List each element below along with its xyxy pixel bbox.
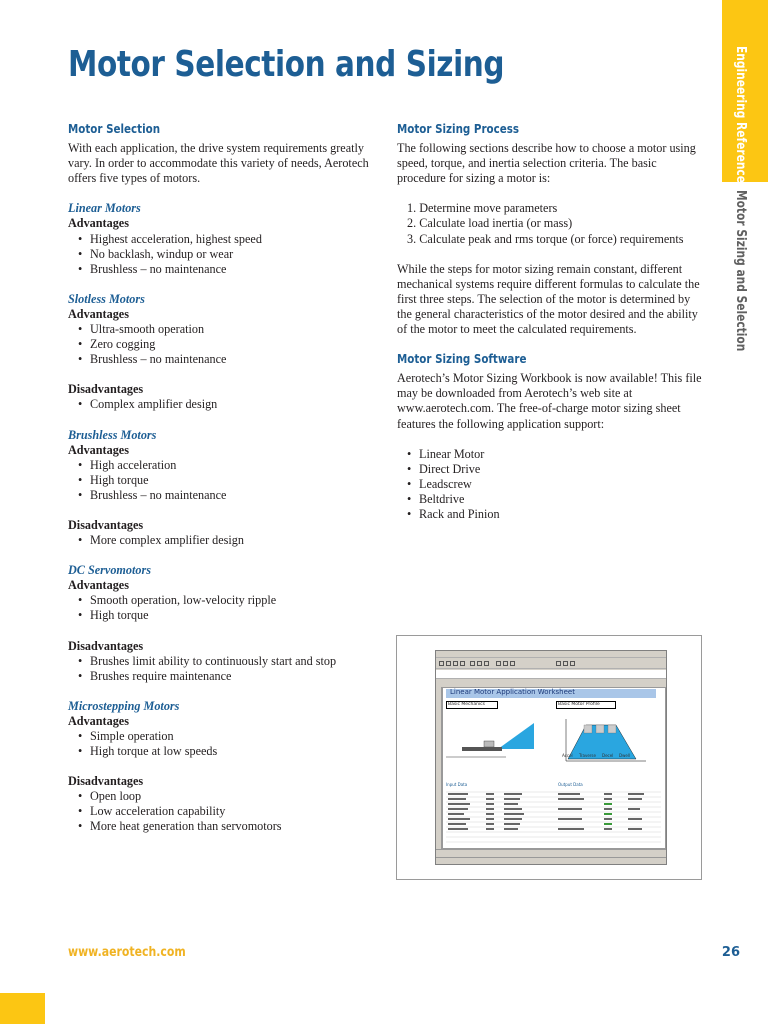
software-paragraph: Aerotech’s Motor Sizing Workbook is now available! This file may be downloaded from Aerotech’s web site at www.aerotech.com. The free-of-charge motor sizing sheet features the following application support: xyxy=(397,371,702,431)
list-item: • High acceleration xyxy=(68,458,378,473)
list-item: 1. Determine move parameters xyxy=(407,201,558,216)
toolbar-icon xyxy=(484,661,489,666)
motor-type-heading: DC Servomotors xyxy=(68,563,151,578)
side-tab-label-motor-sizing: Motor Sizing and Selection xyxy=(733,190,748,352)
advantages-label: Advantages xyxy=(68,306,129,321)
corner-accent-block xyxy=(0,993,45,1024)
toolbar-icon xyxy=(477,661,482,666)
list-item: • High torque xyxy=(68,473,378,488)
disadvantages-label: Disadvantages xyxy=(68,517,144,532)
worksheet-title: Linear Motor Application Worksheet xyxy=(450,688,575,696)
list-item: • More complex amplifier design xyxy=(68,533,378,548)
list-item: • Beltdrive xyxy=(397,492,702,507)
disadvantages-label: Disadvantages xyxy=(68,774,144,789)
motor-type-heading: Slotless Motors xyxy=(68,291,145,306)
list-item: • Zero cogging xyxy=(68,337,378,352)
input-data-label: Input Data xyxy=(446,782,468,787)
toolbar-icon xyxy=(563,661,568,666)
list-item: • Brushes require maintenance xyxy=(68,669,378,684)
toolbar-icon xyxy=(460,661,465,666)
footer-url[interactable]: www.aerotech.com xyxy=(68,945,186,960)
disadvantages-list xyxy=(68,533,378,548)
disadvantages-label: Disadvantages xyxy=(68,382,144,397)
profile-label-decel: Decel xyxy=(602,753,614,758)
list-item: • Brushes limit ability to continuously start and stop xyxy=(68,654,378,669)
list-item: • No backlash, windup or wear xyxy=(68,247,378,262)
list-item: 2. Calculate load inertia (or mass) xyxy=(407,216,573,231)
intro-paragraph: With each application, the drive system requirements greatly vary. In order to accommodate this variety of needs, Aerotech offers five types of motors. xyxy=(68,141,369,186)
motor-type-heading: Microstepping Motors xyxy=(68,698,180,713)
basic-mechanics-label: Basic Mechanics xyxy=(446,701,498,709)
page-number: 26 xyxy=(721,945,740,960)
section-heading-motor-sizing-software: Motor Sizing Software xyxy=(397,352,527,367)
list-item: • Complex amplifier design xyxy=(68,397,378,412)
toolbar-icon xyxy=(556,661,561,666)
sizing-steps-list xyxy=(397,201,702,246)
list-item: • Leadscrew xyxy=(397,477,702,492)
toolbar xyxy=(436,659,666,669)
disadvantages-list xyxy=(68,654,378,684)
formula-bar xyxy=(436,670,666,679)
toolbar-icon xyxy=(453,661,458,666)
load-block xyxy=(484,741,494,747)
list-item: • Ultra-smooth operation xyxy=(68,322,378,337)
list-item: • Brushless – no maintenance xyxy=(68,352,378,367)
list-item: • High torque at low speeds xyxy=(68,744,378,759)
sheet-tab-bar xyxy=(436,849,666,857)
toolbar-icon xyxy=(439,661,444,666)
toolbar-icon xyxy=(446,661,451,666)
toolbar-icon xyxy=(510,661,515,666)
toolbar-icon xyxy=(470,661,475,666)
disadvantages-list xyxy=(68,397,378,412)
sizing-process-paragraph: The following sections describe how to choose a motor using speed, torque, and inertia selection criteria. The basic procedure for sizing a motor is: xyxy=(397,141,696,186)
profile-label-traverse: Traverse xyxy=(579,753,596,758)
list-item: • Rack and Pinion xyxy=(397,507,702,522)
worksheet-data-rows xyxy=(446,788,661,848)
list-item: • Smooth operation, low-velocity ripple xyxy=(68,593,378,608)
advantages-label: Advantages xyxy=(68,216,129,231)
profile-label-dwell: Dwell xyxy=(619,753,631,758)
status-bar xyxy=(436,857,666,865)
sizing-steps-paragraph: While the steps for motor sizing remain constant, different mechanical systems require different formulas to calculate the first three steps. The selection of the motor is determined by the general characteristics of the motor desired and the ability of the motor to meet the calculated requirements. xyxy=(397,261,700,337)
list-item: • Direct Drive xyxy=(397,462,702,477)
page-title: Motor Selection and Sizing xyxy=(68,44,505,85)
list-item: • Highest acceleration, highest speed xyxy=(68,232,378,247)
advantages-list xyxy=(68,458,378,503)
application-support-list xyxy=(397,447,702,522)
advantages-list xyxy=(68,232,378,277)
toolbar-icon xyxy=(503,661,508,666)
advantages-label: Advantages xyxy=(68,713,129,728)
basic-motor-profile-label: Basic Motor Profile xyxy=(556,701,616,709)
output-data-label: Output Data xyxy=(558,782,583,787)
motor-type-heading: Brushless Motors xyxy=(68,427,157,442)
list-item: 3. Calculate peak and rms torque (or force) requirements xyxy=(407,231,684,246)
advantages-list xyxy=(68,322,378,367)
spreadsheet-screenshot-figure xyxy=(396,635,702,880)
motor-track xyxy=(462,747,502,751)
list-item: • Brushless – no maintenance xyxy=(68,488,378,503)
section-heading-motor-sizing-process: Motor Sizing Process xyxy=(397,122,520,136)
list-item: • High torque xyxy=(68,608,378,623)
incline-diagram xyxy=(498,723,534,749)
left-column xyxy=(68,122,378,835)
advantages-list xyxy=(68,593,378,623)
list-item: • Open loop xyxy=(68,789,378,804)
section-heading-motor-selection: Motor Selection xyxy=(68,122,161,136)
list-item: • Brushless – no maintenance xyxy=(68,262,378,277)
advantages-list xyxy=(68,729,378,759)
list-item: • More heat generation than servomotors xyxy=(68,819,378,834)
list-item: • Low acceleration capability xyxy=(68,804,378,819)
list-item: • Linear Motor xyxy=(397,447,702,462)
side-tab-label-engineering-reference: Engineering Reference xyxy=(733,46,748,183)
right-column xyxy=(397,122,702,522)
motor-type-heading: Linear Motors xyxy=(68,201,141,216)
menu-bar xyxy=(436,651,666,658)
spreadsheet-window xyxy=(435,650,667,865)
advantages-label: Advantages xyxy=(68,442,129,457)
disadvantages-label: Disadvantages xyxy=(68,638,144,653)
list-item: • Simple operation xyxy=(68,729,378,744)
advantages-label: Advantages xyxy=(68,578,129,593)
toolbar-icon xyxy=(570,661,575,666)
toolbar-icon xyxy=(496,661,501,666)
worksheet-diagrams xyxy=(446,711,661,781)
disadvantages-list xyxy=(68,789,378,834)
profile-label-accel: Accel xyxy=(562,753,573,758)
